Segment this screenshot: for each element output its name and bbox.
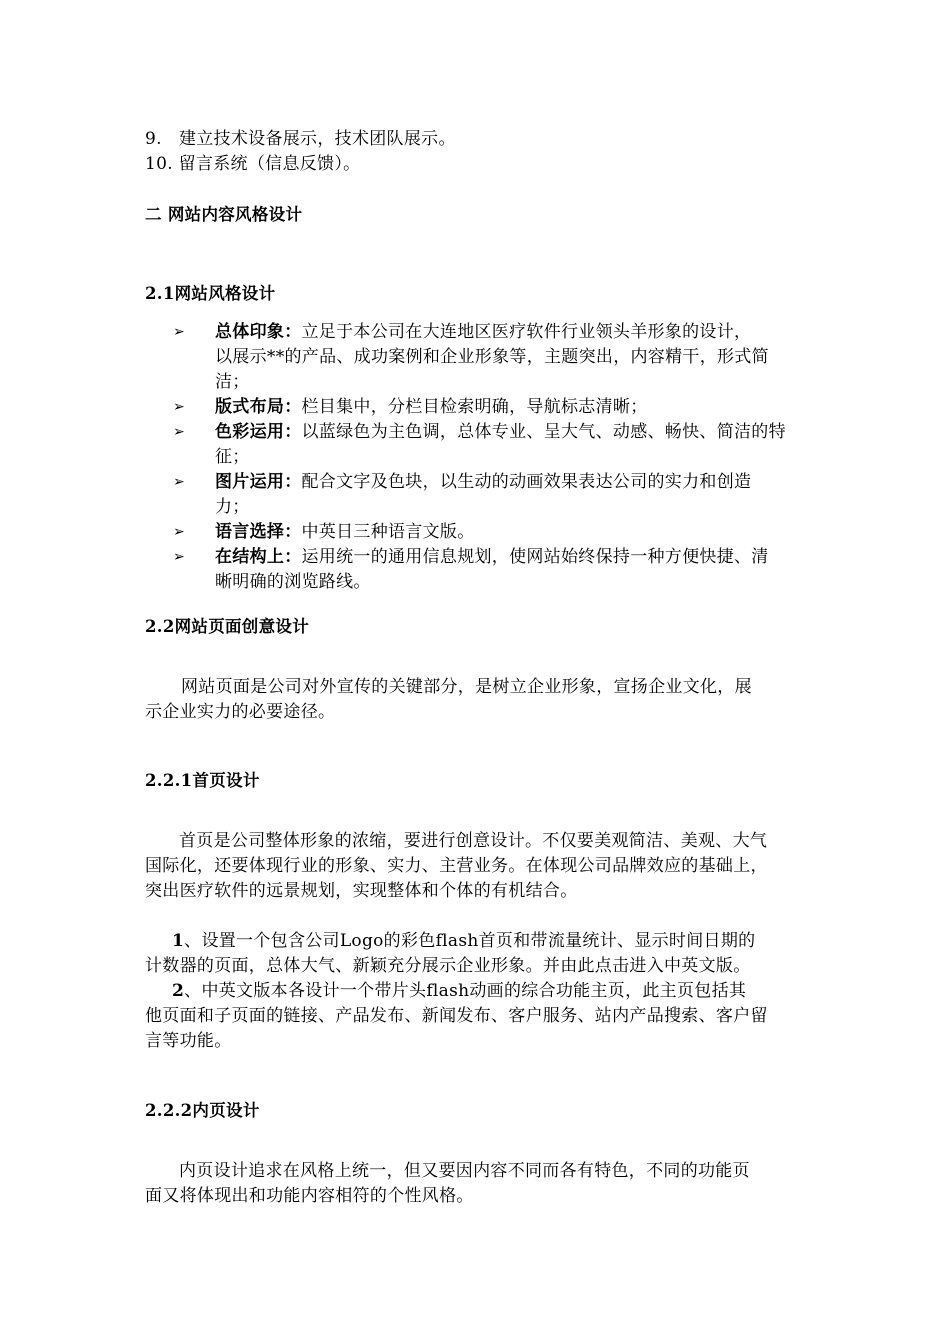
list-text: 留言系统（信息反馈）。 bbox=[178, 154, 361, 174]
item-number: 1 bbox=[172, 931, 185, 951]
bullet-line bbox=[215, 520, 475, 544]
arrow-bullet-icon: ➢ bbox=[173, 549, 185, 565]
item-number: 2 bbox=[172, 981, 185, 1001]
bullet-line: 晰明确的浏览路线。 bbox=[215, 572, 371, 592]
subsection-title: 2.2.2内页设计 bbox=[145, 1101, 260, 1120]
subsection-title: 2.2网站页面创意设计 bbox=[145, 617, 310, 636]
section-title: 二 网站内容风格设计 bbox=[145, 205, 303, 224]
paragraph-line: 首页是公司整体形象的浓缩，要进行创意设计。不仅要美观简洁、美观、大气 bbox=[179, 831, 768, 851]
paragraph-line: 内页设计追求在风格上统一，但又要因内容不同而各有特色，不同的功能页 bbox=[179, 1161, 750, 1181]
paragraph-line: 网站页面是公司对外宣传的关键部分，是树立企业形象，宣扬企业文化，展 bbox=[181, 677, 752, 697]
bullet-text: 中英日三种语言文版。 bbox=[301, 522, 475, 542]
bullet-label: 色彩运用： bbox=[215, 422, 302, 442]
item-text: 、中英文版本各设计一个带片头flash动画的综合功能主页，此主页包括其 bbox=[184, 981, 747, 1001]
list-number: 10. bbox=[145, 154, 173, 174]
numbered-item-line: 言等功能。 bbox=[145, 1031, 232, 1051]
paragraph-line: 面又将体现出和功能内容相符的个性风格。 bbox=[145, 1186, 474, 1206]
paragraph-line: 示企业实力的必要途径。 bbox=[145, 702, 336, 722]
item-text: 、设置一个包含公司Logo的彩色flash首页和带流量统计、显示时间日期的 bbox=[184, 931, 756, 951]
bullet-label: 总体印象： bbox=[215, 322, 302, 342]
bullet-line bbox=[215, 320, 751, 344]
bullet-label: 图片运用： bbox=[215, 472, 302, 492]
arrow-bullet-icon: ➢ bbox=[173, 324, 185, 340]
bullet-line: 以展示**的产品、成功案例和企业形象等，主题突出，内容精干，形式简 bbox=[215, 347, 769, 367]
bullet-line bbox=[215, 470, 751, 494]
bullet-text: 立足于本公司在大连地区医疗软件行业领头羊形象的设计， bbox=[301, 322, 752, 342]
bullet-label: 语言选择： bbox=[215, 522, 302, 542]
bullet-line bbox=[215, 420, 786, 444]
arrow-bullet-icon: ➢ bbox=[173, 424, 185, 440]
arrow-bullet-icon: ➢ bbox=[173, 399, 185, 415]
numbered-item-line bbox=[172, 929, 755, 953]
bullet-text: 配合文字及色块，以生动的动画效果表达公司的实力和创造 bbox=[301, 472, 752, 492]
numbered-item-line: 他页面和子页面的链接、产品发布、新闻发布、客户服务、站内产品搜索、客户留 bbox=[145, 1006, 768, 1026]
list-text: 建立技术设备展示，技术团队展示。 bbox=[178, 129, 456, 149]
bullet-line: 洁； bbox=[215, 372, 250, 392]
list-item-10 bbox=[145, 152, 360, 176]
list-number: 9. bbox=[145, 129, 162, 149]
bullet-line: 征； bbox=[215, 447, 250, 467]
subsection-title: 2.2.1首页设计 bbox=[145, 771, 260, 790]
list-item-9 bbox=[145, 127, 456, 151]
paragraph-line: 国际化，还要体现行业的形象、实力、主营业务。在体现公司品牌效应的基础上， bbox=[145, 856, 768, 876]
bullet-line: 力； bbox=[215, 497, 250, 517]
numbered-item-line: 计数器的页面，总体大气、新颖充分展示企业形象。并由此点击进入中英文版。 bbox=[145, 956, 751, 976]
numbered-item-line bbox=[172, 979, 746, 1003]
bullet-text: 以蓝绿色为主色调，总体专业、呈大气、动感、畅快、简洁的特 bbox=[301, 422, 786, 442]
arrow-bullet-icon: ➢ bbox=[173, 524, 185, 540]
bullet-text: 运用统一的通用信息规划，使网站始终保持一种方便快捷、清 bbox=[301, 547, 769, 567]
subsection-title: 2.1网站风格设计 bbox=[145, 284, 276, 303]
bullet-line bbox=[215, 395, 648, 419]
bullet-label: 在结构上： bbox=[215, 547, 302, 567]
bullet-text: 栏目集中，分栏目检索明确，导航标志清晰； bbox=[301, 397, 648, 417]
bullet-label: 版式布局： bbox=[215, 397, 302, 417]
arrow-bullet-icon: ➢ bbox=[173, 474, 185, 490]
paragraph-line: 突出医疗软件的远景规划，实现整体和个体的有机结合。 bbox=[145, 881, 578, 901]
bullet-line bbox=[215, 545, 769, 569]
